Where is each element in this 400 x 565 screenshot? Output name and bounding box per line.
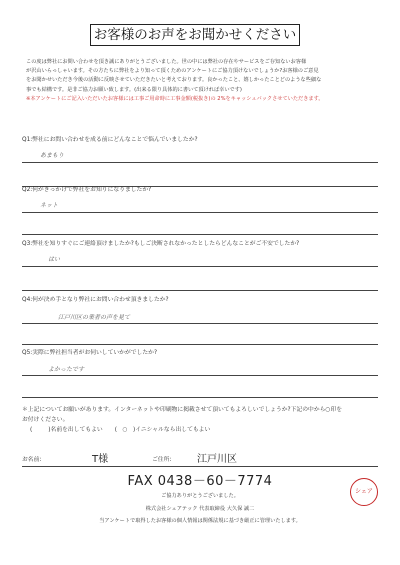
footer-company: 株式会社シェアテック 代表取締役 大久保 誠二 [145, 506, 255, 512]
option-2-open-paren: ( [114, 427, 117, 433]
question-5-answer: よかったです [48, 366, 85, 373]
answer-line [22, 344, 378, 345]
intro-line-2: が沢山いらっしゃいます。その方たちに弊社をより知って頂くためのアンケートにご協力頂けないでしょうか?お客様のご意見 [26, 68, 319, 75]
question-2 [22, 186, 378, 244]
question-1-label: Q1:弊社にお問い合わせを成る前にどんなことで悩んでいましたか? [22, 137, 198, 143]
consent-question-cont: お付けください。 [22, 417, 69, 423]
answer-line [22, 323, 378, 324]
footer-privacy: 当アンケートで取得したお客様の個人情報は関係法規に基づき厳正に管理いたします。 [99, 518, 301, 524]
answer-line [22, 212, 378, 213]
company-seal-stamp: シェア [350, 478, 378, 506]
name-label: お名前: [22, 457, 42, 463]
intro-line-1: この度は弊社にお問い合わせを頂き誠にありがとうございました。世の中には弊社の存在やサービスをご存知ないお客様 [26, 59, 307, 65]
consent-question: ＊上記についてお願いがあります。インターネットや印刷物に掲載させて頂いてもよろしいでしょうか?下記の中から○印を [22, 407, 343, 413]
consent-options [22, 425, 378, 435]
answer-line [22, 162, 378, 163]
option-2-close-paren: ) [132, 427, 136, 433]
publish-consent [22, 405, 378, 435]
question-4-answer: 江戸川区の業者の声を見て [58, 314, 131, 321]
name-line [22, 466, 378, 467]
intro-line-3: をお聞かせいただき今後の活動に反映させていただきたいと考えております。良かったこと、嬉しかったことどのような些細な [26, 77, 322, 84]
name-address-row [22, 448, 378, 468]
question-5-label: Q5:実際に弊社担当者がお伺いしていかがでしたか? [22, 350, 158, 356]
option-initial-label: イニシャルなら出してもよい [135, 427, 211, 433]
option-1-open-paren: ( [30, 427, 33, 433]
cashback-note: ※本アンケートにご記入いただいたお客様には工事ご用命時に工事金額(税抜き)の 2%をキャッシュバックさせていただきます。 [26, 95, 324, 102]
question-3-answer: はい [48, 256, 61, 263]
question-4 [22, 296, 378, 352]
answer-line [22, 290, 378, 291]
address-label: ご住所: [152, 457, 172, 463]
option-1-close-paren: ) [48, 427, 51, 433]
option-name-label: 名前を出してもよい [50, 427, 103, 433]
footer-thanks: ご協力ありがとうございました。 [161, 493, 239, 499]
question-3 [22, 240, 378, 298]
intro-line-4: 事でも結構です。是非ご協力お願い致します。(出来る限り具体的に書いて頂ければ幸いです) [26, 86, 242, 93]
question-4-label: Q4:何が決め手となり弊社にお問い合わせ頂きましたか? [22, 297, 169, 303]
question-2-label: Q2:何がきっかけで弊社をお知りになりましたか? [22, 187, 152, 193]
answer-line [22, 375, 378, 376]
address-value: 江戸川区 [197, 454, 237, 465]
name-value: T様 [92, 454, 109, 465]
question-2-answer: ネット [40, 202, 59, 209]
question-1-answer: あまもり [40, 152, 65, 159]
answer-line [22, 266, 378, 267]
option-2-checkbox[interactable]: ○ [122, 427, 128, 433]
page-title: お客様のお声をお聞かせください [90, 24, 300, 46]
answer-line [22, 397, 378, 398]
question-3-label: Q3:弊社を知りすぐにご連絡頂けましたか?もしご決断されなかったとしたらどんなことがご不安でしたか? [22, 241, 300, 247]
answer-line [22, 234, 378, 235]
question-5 [22, 349, 378, 405]
intro-text [26, 58, 374, 104]
fax-number: FAX 0438－60－7774 [127, 474, 273, 489]
